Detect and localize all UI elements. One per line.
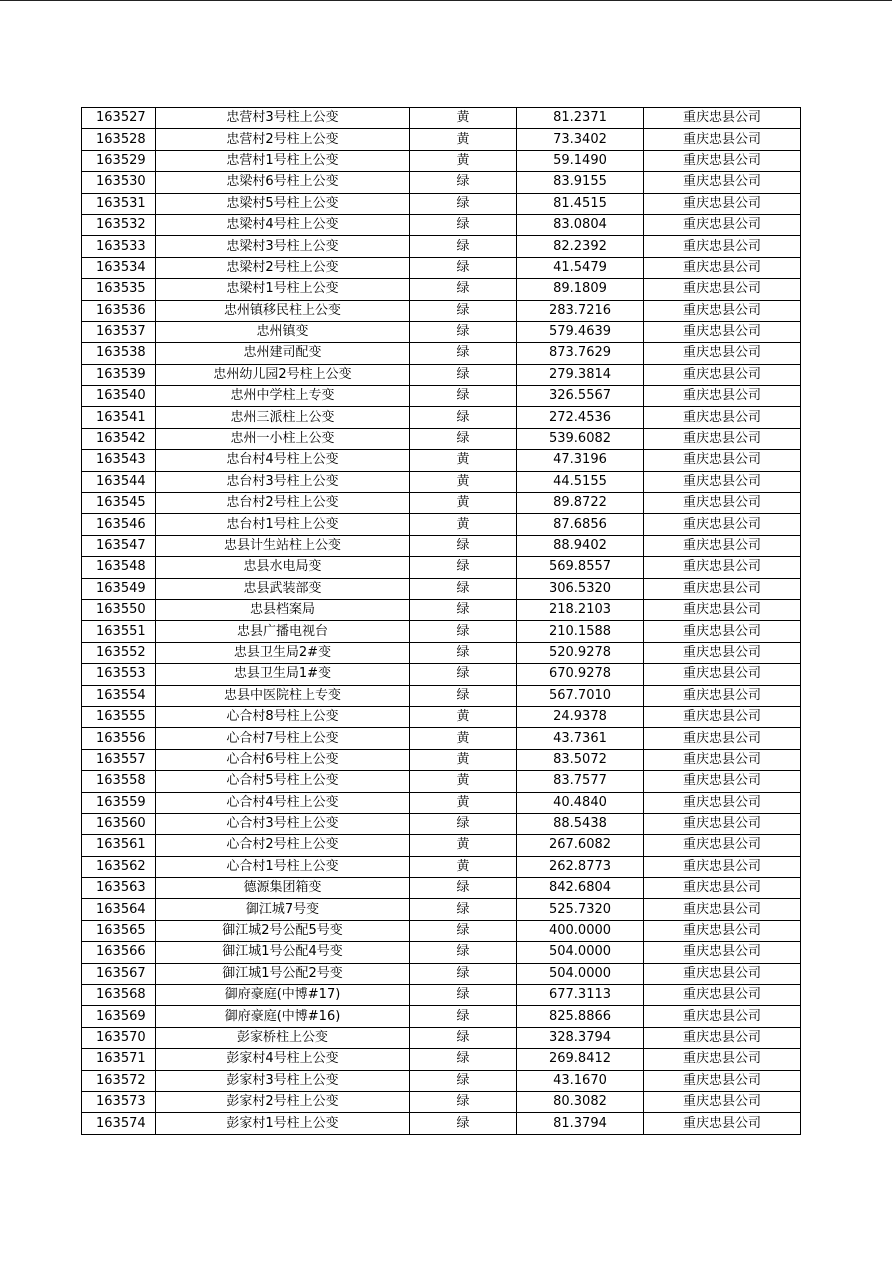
cell-name: 彭家桥柱上公变 — [156, 1027, 410, 1048]
cell-id: 163554 — [82, 685, 156, 706]
cell-name: 忠县武装部变 — [156, 578, 410, 599]
cell-value: 83.9155 — [517, 172, 644, 193]
cell-status-color: 黄 — [410, 471, 517, 492]
cell-id: 163564 — [82, 899, 156, 920]
cell-id: 163527 — [82, 108, 156, 129]
cell-name: 御江城2号公配5号变 — [156, 920, 410, 941]
cell-value: 267.6082 — [517, 835, 644, 856]
cell-name: 忠州建司配变 — [156, 343, 410, 364]
cell-company: 重庆忠县公司 — [644, 985, 801, 1006]
cell-company: 重庆忠县公司 — [644, 771, 801, 792]
table-row — [82, 150, 801, 171]
cell-company: 重庆忠县公司 — [644, 172, 801, 193]
cell-company: 重庆忠县公司 — [644, 920, 801, 941]
cell-value: 539.6082 — [517, 428, 644, 449]
cell-value: 81.3794 — [517, 1113, 644, 1134]
cell-name: 忠梁村3号柱上公变 — [156, 236, 410, 257]
cell-status-color: 黄 — [410, 771, 517, 792]
cell-id: 163557 — [82, 749, 156, 770]
cell-value: 504.0000 — [517, 942, 644, 963]
cell-status-color: 绿 — [410, 236, 517, 257]
cell-value: 73.3402 — [517, 129, 644, 150]
table-row — [82, 578, 801, 599]
table-row — [82, 749, 801, 770]
cell-company: 重庆忠县公司 — [644, 150, 801, 171]
table-row — [82, 856, 801, 877]
cell-name: 彭家村2号柱上公变 — [156, 1091, 410, 1112]
cell-company: 重庆忠县公司 — [644, 108, 801, 129]
table-row — [82, 685, 801, 706]
cell-id: 163556 — [82, 728, 156, 749]
cell-id: 163563 — [82, 878, 156, 899]
cell-company: 重庆忠县公司 — [644, 471, 801, 492]
cell-company: 重庆忠县公司 — [644, 878, 801, 899]
cell-value: 283.7216 — [517, 300, 644, 321]
table-row — [82, 514, 801, 535]
table-row — [82, 300, 801, 321]
cell-company: 重庆忠县公司 — [644, 514, 801, 535]
cell-status-color: 绿 — [410, 1070, 517, 1091]
cell-value: 89.1809 — [517, 279, 644, 300]
cell-id: 163551 — [82, 621, 156, 642]
cell-name: 忠梁村6号柱上公变 — [156, 172, 410, 193]
cell-value: 210.1588 — [517, 621, 644, 642]
cell-value: 43.7361 — [517, 728, 644, 749]
cell-name: 忠州三派柱上公变 — [156, 407, 410, 428]
cell-name: 忠州镇移民柱上公变 — [156, 300, 410, 321]
cell-company: 重庆忠县公司 — [644, 899, 801, 920]
cell-company: 重庆忠县公司 — [644, 578, 801, 599]
table-row — [82, 257, 801, 278]
cell-name: 御江城1号公配4号变 — [156, 942, 410, 963]
cell-company: 重庆忠县公司 — [644, 856, 801, 877]
cell-id: 163559 — [82, 792, 156, 813]
cell-company: 重庆忠县公司 — [644, 557, 801, 578]
cell-company: 重庆忠县公司 — [644, 193, 801, 214]
cell-value: 43.1670 — [517, 1070, 644, 1091]
cell-name: 御府豪庭(中博#16) — [156, 1006, 410, 1027]
cell-name: 御江城7号变 — [156, 899, 410, 920]
cell-id: 163549 — [82, 578, 156, 599]
cell-company: 重庆忠县公司 — [644, 364, 801, 385]
table-row — [82, 642, 801, 663]
cell-value: 83.0804 — [517, 214, 644, 235]
cell-status-color: 绿 — [410, 214, 517, 235]
cell-value: 306.5320 — [517, 578, 644, 599]
table-row — [82, 386, 801, 407]
cell-status-color: 绿 — [410, 193, 517, 214]
cell-value: 218.2103 — [517, 599, 644, 620]
cell-status-color: 黄 — [410, 792, 517, 813]
cell-status-color: 绿 — [410, 279, 517, 300]
cell-name: 忠县水电局变 — [156, 557, 410, 578]
table-row — [82, 364, 801, 385]
cell-value: 873.7629 — [517, 343, 644, 364]
table-row — [82, 963, 801, 984]
cell-company: 重庆忠县公司 — [644, 642, 801, 663]
cell-name: 忠梁村5号柱上公变 — [156, 193, 410, 214]
cell-status-color: 绿 — [410, 321, 517, 342]
cell-id: 163540 — [82, 386, 156, 407]
table-row — [82, 1049, 801, 1070]
table-row — [82, 1091, 801, 1112]
cell-id: 163566 — [82, 942, 156, 963]
cell-company: 重庆忠县公司 — [644, 321, 801, 342]
table-row — [82, 1070, 801, 1091]
cell-status-color: 绿 — [410, 813, 517, 834]
table-row — [82, 942, 801, 963]
cell-status-color: 绿 — [410, 878, 517, 899]
cell-value: 81.4515 — [517, 193, 644, 214]
cell-name: 心合村4号柱上公变 — [156, 792, 410, 813]
cell-name: 御府豪庭(中博#17) — [156, 985, 410, 1006]
cell-status-color: 绿 — [410, 621, 517, 642]
cell-value: 88.5438 — [517, 813, 644, 834]
cell-status-color: 黄 — [410, 108, 517, 129]
cell-value: 88.9402 — [517, 535, 644, 556]
cell-id: 163548 — [82, 557, 156, 578]
table-row — [82, 407, 801, 428]
cell-status-color: 绿 — [410, 685, 517, 706]
cell-company: 重庆忠县公司 — [644, 1091, 801, 1112]
cell-status-color: 黄 — [410, 493, 517, 514]
cell-company: 重庆忠县公司 — [644, 214, 801, 235]
cell-status-color: 绿 — [410, 985, 517, 1006]
table-row — [82, 1006, 801, 1027]
cell-id: 163550 — [82, 599, 156, 620]
cell-company: 重庆忠县公司 — [644, 813, 801, 834]
cell-company: 重庆忠县公司 — [644, 963, 801, 984]
cell-id: 163528 — [82, 129, 156, 150]
cell-value: 83.7577 — [517, 771, 644, 792]
cell-value: 82.2392 — [517, 236, 644, 257]
cell-id: 163569 — [82, 1006, 156, 1027]
table-row — [82, 343, 801, 364]
cell-company: 重庆忠县公司 — [644, 835, 801, 856]
table-row — [82, 878, 801, 899]
cell-status-color: 绿 — [410, 664, 517, 685]
table-row — [82, 664, 801, 685]
cell-status-color: 绿 — [410, 407, 517, 428]
cell-company: 重庆忠县公司 — [644, 236, 801, 257]
cell-value: 272.4536 — [517, 407, 644, 428]
cell-company: 重庆忠县公司 — [644, 792, 801, 813]
table-row — [82, 792, 801, 813]
table-row — [82, 535, 801, 556]
cell-value: 825.8866 — [517, 1006, 644, 1027]
cell-status-color: 黄 — [410, 514, 517, 535]
table-row — [82, 1113, 801, 1134]
cell-value: 89.8722 — [517, 493, 644, 514]
cell-value: 262.8773 — [517, 856, 644, 877]
table-row — [82, 214, 801, 235]
cell-name: 忠州一小柱上公变 — [156, 428, 410, 449]
cell-status-color: 绿 — [410, 963, 517, 984]
cell-name: 忠县广播电视台 — [156, 621, 410, 642]
cell-id: 163537 — [82, 321, 156, 342]
cell-name: 忠台村1号柱上公变 — [156, 514, 410, 535]
cell-company: 重庆忠县公司 — [644, 664, 801, 685]
cell-status-color: 绿 — [410, 257, 517, 278]
cell-status-color: 绿 — [410, 386, 517, 407]
cell-id: 163542 — [82, 428, 156, 449]
table-row — [82, 920, 801, 941]
cell-id: 163539 — [82, 364, 156, 385]
cell-name: 心合村7号柱上公变 — [156, 728, 410, 749]
cell-company: 重庆忠县公司 — [644, 386, 801, 407]
cell-value: 677.3113 — [517, 985, 644, 1006]
cell-name: 心合村6号柱上公变 — [156, 749, 410, 770]
cell-name: 忠县计生站柱上公变 — [156, 535, 410, 556]
cell-value: 567.7010 — [517, 685, 644, 706]
table-row — [82, 835, 801, 856]
cell-value: 279.3814 — [517, 364, 644, 385]
cell-value: 504.0000 — [517, 963, 644, 984]
table-row — [82, 813, 801, 834]
cell-name: 忠县中医院柱上专变 — [156, 685, 410, 706]
cell-value: 400.0000 — [517, 920, 644, 941]
cell-id: 163558 — [82, 771, 156, 792]
cell-status-color: 黄 — [410, 749, 517, 770]
cell-name: 心合村2号柱上公变 — [156, 835, 410, 856]
cell-name: 心合村5号柱上公变 — [156, 771, 410, 792]
cell-id: 163561 — [82, 835, 156, 856]
cell-value: 269.8412 — [517, 1049, 644, 1070]
table-row — [82, 985, 801, 1006]
table-row — [82, 728, 801, 749]
table-row — [82, 557, 801, 578]
cell-name: 忠县卫生局2#变 — [156, 642, 410, 663]
cell-value: 24.9378 — [517, 706, 644, 727]
cell-name: 心合村3号柱上公变 — [156, 813, 410, 834]
cell-company: 重庆忠县公司 — [644, 728, 801, 749]
cell-id: 163553 — [82, 664, 156, 685]
cell-value: 81.2371 — [517, 108, 644, 129]
cell-value: 83.5072 — [517, 749, 644, 770]
table-row — [82, 599, 801, 620]
cell-id: 163571 — [82, 1049, 156, 1070]
cell-name: 德源集团箱变 — [156, 878, 410, 899]
cell-status-color: 黄 — [410, 150, 517, 171]
cell-id: 163530 — [82, 172, 156, 193]
cell-company: 重庆忠县公司 — [644, 129, 801, 150]
cell-name: 忠营村2号柱上公变 — [156, 129, 410, 150]
table-row — [82, 279, 801, 300]
cell-status-color: 黄 — [410, 450, 517, 471]
cell-value: 670.9278 — [517, 664, 644, 685]
cell-company: 重庆忠县公司 — [644, 300, 801, 321]
table-row — [82, 172, 801, 193]
cell-status-color: 黄 — [410, 856, 517, 877]
cell-id: 163572 — [82, 1070, 156, 1091]
cell-company: 重庆忠县公司 — [644, 621, 801, 642]
table-row — [82, 236, 801, 257]
cell-name: 忠州幼儿园2号柱上公变 — [156, 364, 410, 385]
cell-id: 163560 — [82, 813, 156, 834]
cell-status-color: 绿 — [410, 172, 517, 193]
table-row — [82, 428, 801, 449]
table-row — [82, 108, 801, 129]
page-top-border — [0, 0, 892, 1]
cell-company: 重庆忠县公司 — [644, 428, 801, 449]
cell-name: 彭家村1号柱上公变 — [156, 1113, 410, 1134]
table-row — [82, 471, 801, 492]
cell-id: 163574 — [82, 1113, 156, 1134]
table-row — [82, 193, 801, 214]
cell-name: 彭家村4号柱上公变 — [156, 1049, 410, 1070]
cell-status-color: 黄 — [410, 835, 517, 856]
table-body — [82, 108, 801, 1135]
cell-value: 579.4639 — [517, 321, 644, 342]
cell-company: 重庆忠县公司 — [644, 749, 801, 770]
cell-name: 彭家村3号柱上公变 — [156, 1070, 410, 1091]
cell-company: 重庆忠县公司 — [644, 535, 801, 556]
cell-id: 163552 — [82, 642, 156, 663]
cell-id: 163567 — [82, 963, 156, 984]
cell-company: 重庆忠县公司 — [644, 257, 801, 278]
cell-status-color: 绿 — [410, 364, 517, 385]
cell-company: 重庆忠县公司 — [644, 1070, 801, 1091]
cell-id: 163568 — [82, 985, 156, 1006]
cell-value: 525.7320 — [517, 899, 644, 920]
cell-company: 重庆忠县公司 — [644, 942, 801, 963]
cell-id: 163541 — [82, 407, 156, 428]
cell-value: 326.5567 — [517, 386, 644, 407]
cell-id: 163543 — [82, 450, 156, 471]
cell-value: 44.5155 — [517, 471, 644, 492]
cell-company: 重庆忠县公司 — [644, 685, 801, 706]
cell-value: 842.6804 — [517, 878, 644, 899]
cell-value: 41.5479 — [517, 257, 644, 278]
cell-name: 心合村1号柱上公变 — [156, 856, 410, 877]
cell-status-color: 绿 — [410, 343, 517, 364]
cell-name: 忠县卫生局1#变 — [156, 664, 410, 685]
table-row — [82, 899, 801, 920]
cell-status-color: 绿 — [410, 1049, 517, 1070]
cell-name: 忠梁村2号柱上公变 — [156, 257, 410, 278]
cell-id: 163545 — [82, 493, 156, 514]
cell-id: 163536 — [82, 300, 156, 321]
cell-status-color: 绿 — [410, 300, 517, 321]
cell-status-color: 绿 — [410, 578, 517, 599]
cell-id: 163534 — [82, 257, 156, 278]
cell-status-color: 绿 — [410, 899, 517, 920]
cell-status-color: 黄 — [410, 728, 517, 749]
cell-status-color: 绿 — [410, 942, 517, 963]
cell-id: 163538 — [82, 343, 156, 364]
cell-status-color: 绿 — [410, 599, 517, 620]
cell-company: 重庆忠县公司 — [644, 450, 801, 471]
cell-id: 163535 — [82, 279, 156, 300]
cell-company: 重庆忠县公司 — [644, 1113, 801, 1134]
cell-name: 忠台村3号柱上公变 — [156, 471, 410, 492]
cell-id: 163555 — [82, 706, 156, 727]
cell-id: 163531 — [82, 193, 156, 214]
cell-company: 重庆忠县公司 — [644, 1006, 801, 1027]
cell-id: 163547 — [82, 535, 156, 556]
table-row — [82, 129, 801, 150]
table-row — [82, 706, 801, 727]
cell-value: 520.9278 — [517, 642, 644, 663]
cell-name: 忠梁村4号柱上公变 — [156, 214, 410, 235]
cell-name: 心合村8号柱上公变 — [156, 706, 410, 727]
cell-company: 重庆忠县公司 — [644, 599, 801, 620]
cell-value: 47.3196 — [517, 450, 644, 471]
cell-company: 重庆忠县公司 — [644, 493, 801, 514]
table-row — [82, 621, 801, 642]
cell-name: 忠州中学柱上专变 — [156, 386, 410, 407]
cell-status-color: 黄 — [410, 129, 517, 150]
cell-company: 重庆忠县公司 — [644, 1049, 801, 1070]
cell-status-color: 绿 — [410, 642, 517, 663]
cell-name: 忠台村2号柱上公变 — [156, 493, 410, 514]
cell-status-color: 绿 — [410, 1091, 517, 1112]
transformer-table — [81, 107, 801, 1135]
cell-name: 忠州镇变 — [156, 321, 410, 342]
cell-id: 163565 — [82, 920, 156, 941]
cell-value: 59.1490 — [517, 150, 644, 171]
cell-name: 忠营村1号柱上公变 — [156, 150, 410, 171]
cell-name: 御江城1号公配2号变 — [156, 963, 410, 984]
cell-id: 163573 — [82, 1091, 156, 1112]
cell-id: 163529 — [82, 150, 156, 171]
cell-status-color: 绿 — [410, 1006, 517, 1027]
table-row — [82, 1027, 801, 1048]
cell-status-color: 黄 — [410, 706, 517, 727]
cell-company: 重庆忠县公司 — [644, 706, 801, 727]
cell-name: 忠台村4号柱上公变 — [156, 450, 410, 471]
table-row — [82, 321, 801, 342]
cell-status-color: 绿 — [410, 1113, 517, 1134]
table-row — [82, 771, 801, 792]
cell-value: 569.8557 — [517, 557, 644, 578]
table-row — [82, 493, 801, 514]
cell-status-color: 绿 — [410, 535, 517, 556]
cell-id: 163544 — [82, 471, 156, 492]
cell-id: 163562 — [82, 856, 156, 877]
cell-status-color: 绿 — [410, 428, 517, 449]
cell-company: 重庆忠县公司 — [644, 407, 801, 428]
cell-id: 163532 — [82, 214, 156, 235]
cell-company: 重庆忠县公司 — [644, 1027, 801, 1048]
cell-id: 163533 — [82, 236, 156, 257]
table-row — [82, 450, 801, 471]
cell-value: 40.4840 — [517, 792, 644, 813]
cell-name: 忠营村3号柱上公变 — [156, 108, 410, 129]
cell-company: 重庆忠县公司 — [644, 279, 801, 300]
cell-status-color: 绿 — [410, 1027, 517, 1048]
cell-company: 重庆忠县公司 — [644, 343, 801, 364]
cell-status-color: 绿 — [410, 557, 517, 578]
cell-name: 忠县档案局 — [156, 599, 410, 620]
cell-id: 163570 — [82, 1027, 156, 1048]
cell-value: 80.3082 — [517, 1091, 644, 1112]
cell-id: 163546 — [82, 514, 156, 535]
cell-value: 87.6856 — [517, 514, 644, 535]
cell-name: 忠梁村1号柱上公变 — [156, 279, 410, 300]
cell-value: 328.3794 — [517, 1027, 644, 1048]
cell-status-color: 绿 — [410, 920, 517, 941]
